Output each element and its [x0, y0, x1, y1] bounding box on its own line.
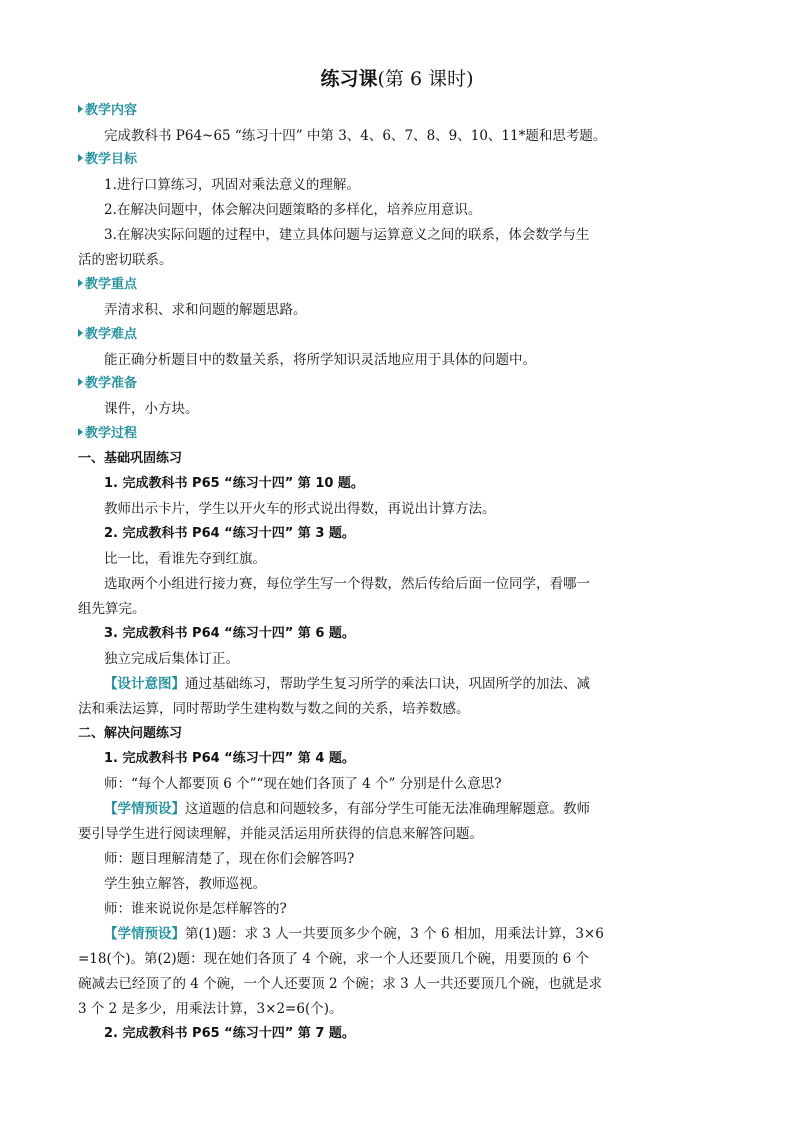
paragraph-continued: =18(个)。第(2)题：现在她们各顶了 4 个碗，求一个人还要顶几个碗，用要顶的 6 个: [78, 951, 589, 967]
goal-item-3: 3.在解决实际问题的过程中，建立具体问题与运算意义之间的联系，体会数学与生: [104, 227, 590, 243]
page-title: [0, 66, 794, 92]
paragraph: 比一比，看谁先夺到红旗。: [104, 551, 266, 567]
preparation-text: 课件，小方块。: [104, 401, 199, 417]
learning-preset-tag: 【学情预设】: [104, 801, 185, 817]
exercise-item-heading: 1. 完成教科书 P65 “练习十四” 第 10 题。: [104, 476, 364, 491]
paragraph-continued: 3 个 2 是多少，用乘法计算，3×2=6(个)。: [78, 1001, 343, 1017]
design-intent-paragraph: 【设计意图】通过基础练习，帮助学生复习所学的乘法口诀，巩固所学的加法、减: [104, 676, 590, 692]
learning-preset-paragraph: 【学情预设】这道题的信息和问题较多，有部分学生可能无法准确理解题意。教师: [104, 801, 590, 817]
difficulty-text: 能正确分析题目中的数量关系，将所学知识灵活地应用于具体的问题中。: [104, 352, 536, 368]
paragraph-continued: 法和乘法运算，同时帮助学生建构数与数之间的关系，培养数感。: [78, 701, 470, 717]
paragraph: 独立完成后集体订正。: [104, 651, 239, 667]
part-heading-basic-practice: 一、基础巩固练习: [78, 451, 183, 466]
section-heading-difficulties: 教学难点: [78, 323, 718, 347]
paragraph: 学生独立解答，教师巡视。: [104, 876, 266, 892]
paragraph-continued: 碗减去已经顶了的 4 个碗，一个人还要顶 2 个碗；求 3 人一共还要顶几个碗，也就是求: [78, 976, 603, 992]
learning-preset-tag: 【学情预设】: [104, 926, 185, 942]
exercise-item-heading: 1. 完成教科书 P64 “练习十四” 第 4 题。: [104, 751, 355, 766]
triangle-bullet-icon: [78, 378, 83, 386]
exercise-item-heading: 2. 完成教科书 P64 “练习十四” 第 3 题。: [104, 526, 355, 541]
triangle-bullet-icon: [78, 428, 83, 436]
triangle-bullet-icon: [78, 154, 83, 162]
section-heading-content: 教学内容: [78, 99, 718, 123]
paragraph-continued: 组先算完。: [78, 601, 146, 617]
goal-item-3-continued: 活的密切联系。: [78, 252, 173, 268]
triangle-bullet-icon: [78, 329, 83, 337]
paragraph-continued: 要引导学生进行阅读理解，并能灵活运用所获得的信息来解答问题。: [78, 826, 483, 842]
title-main: 练习课: [320, 68, 378, 90]
goal-item-2: 2.在解决问题中，体会解决问题策略的多样化，培养应用意识。: [104, 202, 482, 218]
triangle-bullet-icon: [78, 105, 83, 113]
exercise-item-heading: 3. 完成教科书 P64 “练习十四” 第 6 题。: [104, 626, 355, 641]
section-heading-preparation: 教学准备: [78, 372, 718, 396]
exercise-item-heading: 2. 完成教科书 P65 “练习十四” 第 7 题。: [104, 1026, 355, 1041]
paragraph: 教师出示卡片，学生以开火车的形式说出得数，再说出计算方法。: [104, 501, 496, 517]
section-heading-process: 教学过程: [78, 422, 718, 446]
teacher-dialogue: 师：谁来说说你是怎样解答的?: [104, 901, 287, 917]
part-heading-problem-solving: 二、解决问题练习: [78, 726, 183, 741]
design-intent-tag: 【设计意图】: [104, 676, 185, 692]
goal-item-1: 1.进行口算练习，巩固对乘法意义的理解。: [104, 177, 360, 193]
content-text: 完成教科书 P64~65 “练习十四” 中第 3、4、6、7、8、9、10、11*题和思考题。: [104, 128, 607, 144]
section-heading-key-points: 教学重点: [78, 273, 718, 297]
title-lesson-number: (第 6 课时): [377, 68, 474, 90]
key-point-text: 弄清求积、求和问题的解题思路。: [104, 302, 307, 318]
teacher-dialogue: 师：“每个人都要顶 6 个”“现在她们各顶了 4 个” 分别是什么意思?: [104, 776, 502, 792]
triangle-bullet-icon: [78, 279, 83, 287]
learning-preset-paragraph: 【学情预设】第(1)题：求 3 人一共要顶多少个碗，3 个 6 相加，用乘法计算，3×6: [104, 926, 604, 942]
teacher-dialogue: 师：题目理解清楚了，现在你们会解答吗?: [104, 851, 355, 867]
paragraph: 选取两个小组进行接力赛，每位学生写一个得数，然后传给后面一位同学，看哪一: [104, 576, 590, 592]
section-heading-goals: 教学目标: [78, 148, 718, 172]
